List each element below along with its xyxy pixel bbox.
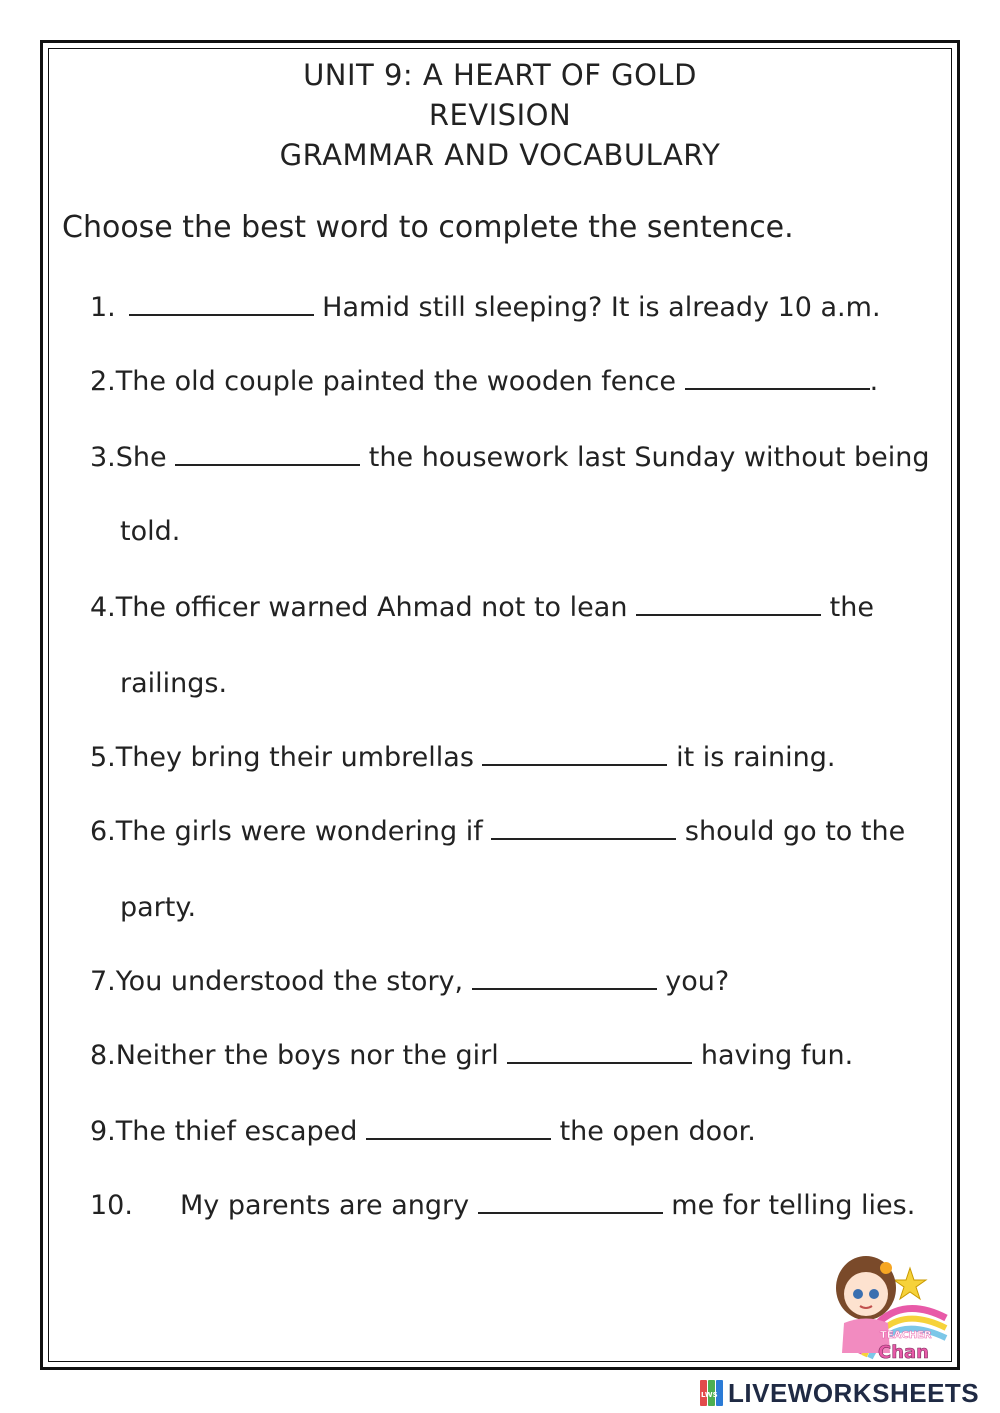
question-text-after: should go to the xyxy=(676,816,906,847)
question-number: 6. xyxy=(90,816,116,847)
page-border-inner xyxy=(48,48,952,1362)
question-number: 9. xyxy=(90,1116,116,1147)
hair-bow xyxy=(880,1262,892,1274)
answer-blank-4[interactable] xyxy=(636,613,821,616)
face-shape xyxy=(844,1272,888,1316)
question-2 xyxy=(90,366,878,397)
question-text-before: The girls were wondering if xyxy=(115,816,492,847)
question-4-continued: railings. xyxy=(120,668,228,699)
liveworksheets-brand[interactable] xyxy=(700,1378,979,1408)
question-text-before: My parents are angry xyxy=(180,1190,478,1221)
question-text-after: having fun. xyxy=(692,1040,854,1071)
question-8 xyxy=(90,1040,853,1071)
question-text-after: the xyxy=(821,592,874,623)
answer-blank-2[interactable] xyxy=(685,387,870,390)
question-text-after: you? xyxy=(656,966,730,997)
question-text-after: me for telling lies. xyxy=(662,1190,916,1221)
answer-blank-10[interactable] xyxy=(478,1211,663,1214)
question-6 xyxy=(90,816,905,847)
answer-blank-6[interactable] xyxy=(491,837,676,840)
revision-heading: REVISION xyxy=(428,98,572,132)
logo-text-chan: Chan xyxy=(878,1342,929,1363)
question-text-before: She xyxy=(115,442,176,473)
liveworksheets-icon xyxy=(700,1380,724,1406)
question-text-before: Neither the boys nor the girl xyxy=(115,1040,508,1071)
unit-title: UNIT 9: A HEART OF GOLD xyxy=(303,58,697,92)
question-number: 3. xyxy=(90,442,116,473)
answer-blank-9[interactable] xyxy=(366,1137,551,1140)
teacher-chan-logo xyxy=(828,1248,948,1363)
question-number: 4. xyxy=(90,592,116,623)
question-text-after: Hamid still sleeping? It is already 10 a.m. xyxy=(313,292,881,323)
question-text-before: The old couple painted the wooden fence xyxy=(115,366,685,397)
question-1 xyxy=(90,292,881,323)
question-text-before: You understood the story, xyxy=(115,966,472,997)
question-number: 5. xyxy=(90,742,116,773)
question-text-before: The thief escaped xyxy=(115,1116,367,1147)
question-text-after: the open door. xyxy=(551,1116,756,1147)
question-6-continued: party. xyxy=(120,892,197,923)
question-number: 2. xyxy=(90,366,116,397)
question-text-before: They bring their umbrellas xyxy=(115,742,483,773)
logo-text-teacher: TEACHER xyxy=(880,1330,932,1341)
answer-blank-1[interactable] xyxy=(129,313,314,316)
question-5 xyxy=(90,742,835,773)
question-9 xyxy=(90,1116,756,1147)
right-eye xyxy=(869,1289,879,1299)
question-text-after: it is raining. xyxy=(667,742,836,773)
instruction-text: Choose the best word to complete the sentence. xyxy=(62,210,794,245)
question-number: 7. xyxy=(90,966,116,997)
left-eye xyxy=(853,1289,863,1299)
question-3 xyxy=(90,442,930,473)
answer-blank-3[interactable] xyxy=(175,463,360,466)
question-number: 1. xyxy=(90,292,116,323)
question-10 xyxy=(90,1190,915,1221)
question-3-continued: told. xyxy=(120,516,181,547)
answer-blank-5[interactable] xyxy=(482,763,667,766)
question-number: 10. xyxy=(90,1190,133,1221)
answer-blank-7[interactable] xyxy=(472,987,657,990)
star-icon xyxy=(894,1268,926,1299)
brand-name: LIVEWORKSHEETS xyxy=(728,1377,980,1408)
answer-blank-8[interactable] xyxy=(507,1061,692,1064)
brand-badge-text: LWS xyxy=(701,1391,718,1399)
question-text-before: The officer warned Ahmad not to lean xyxy=(115,592,637,623)
section-heading: GRAMMAR AND VOCABULARY xyxy=(279,138,721,172)
question-7 xyxy=(90,966,729,997)
question-text-after: . xyxy=(869,366,879,397)
question-4 xyxy=(90,592,874,623)
question-text-after: the housework last Sunday without being xyxy=(360,442,930,473)
question-number: 8. xyxy=(90,1040,116,1071)
